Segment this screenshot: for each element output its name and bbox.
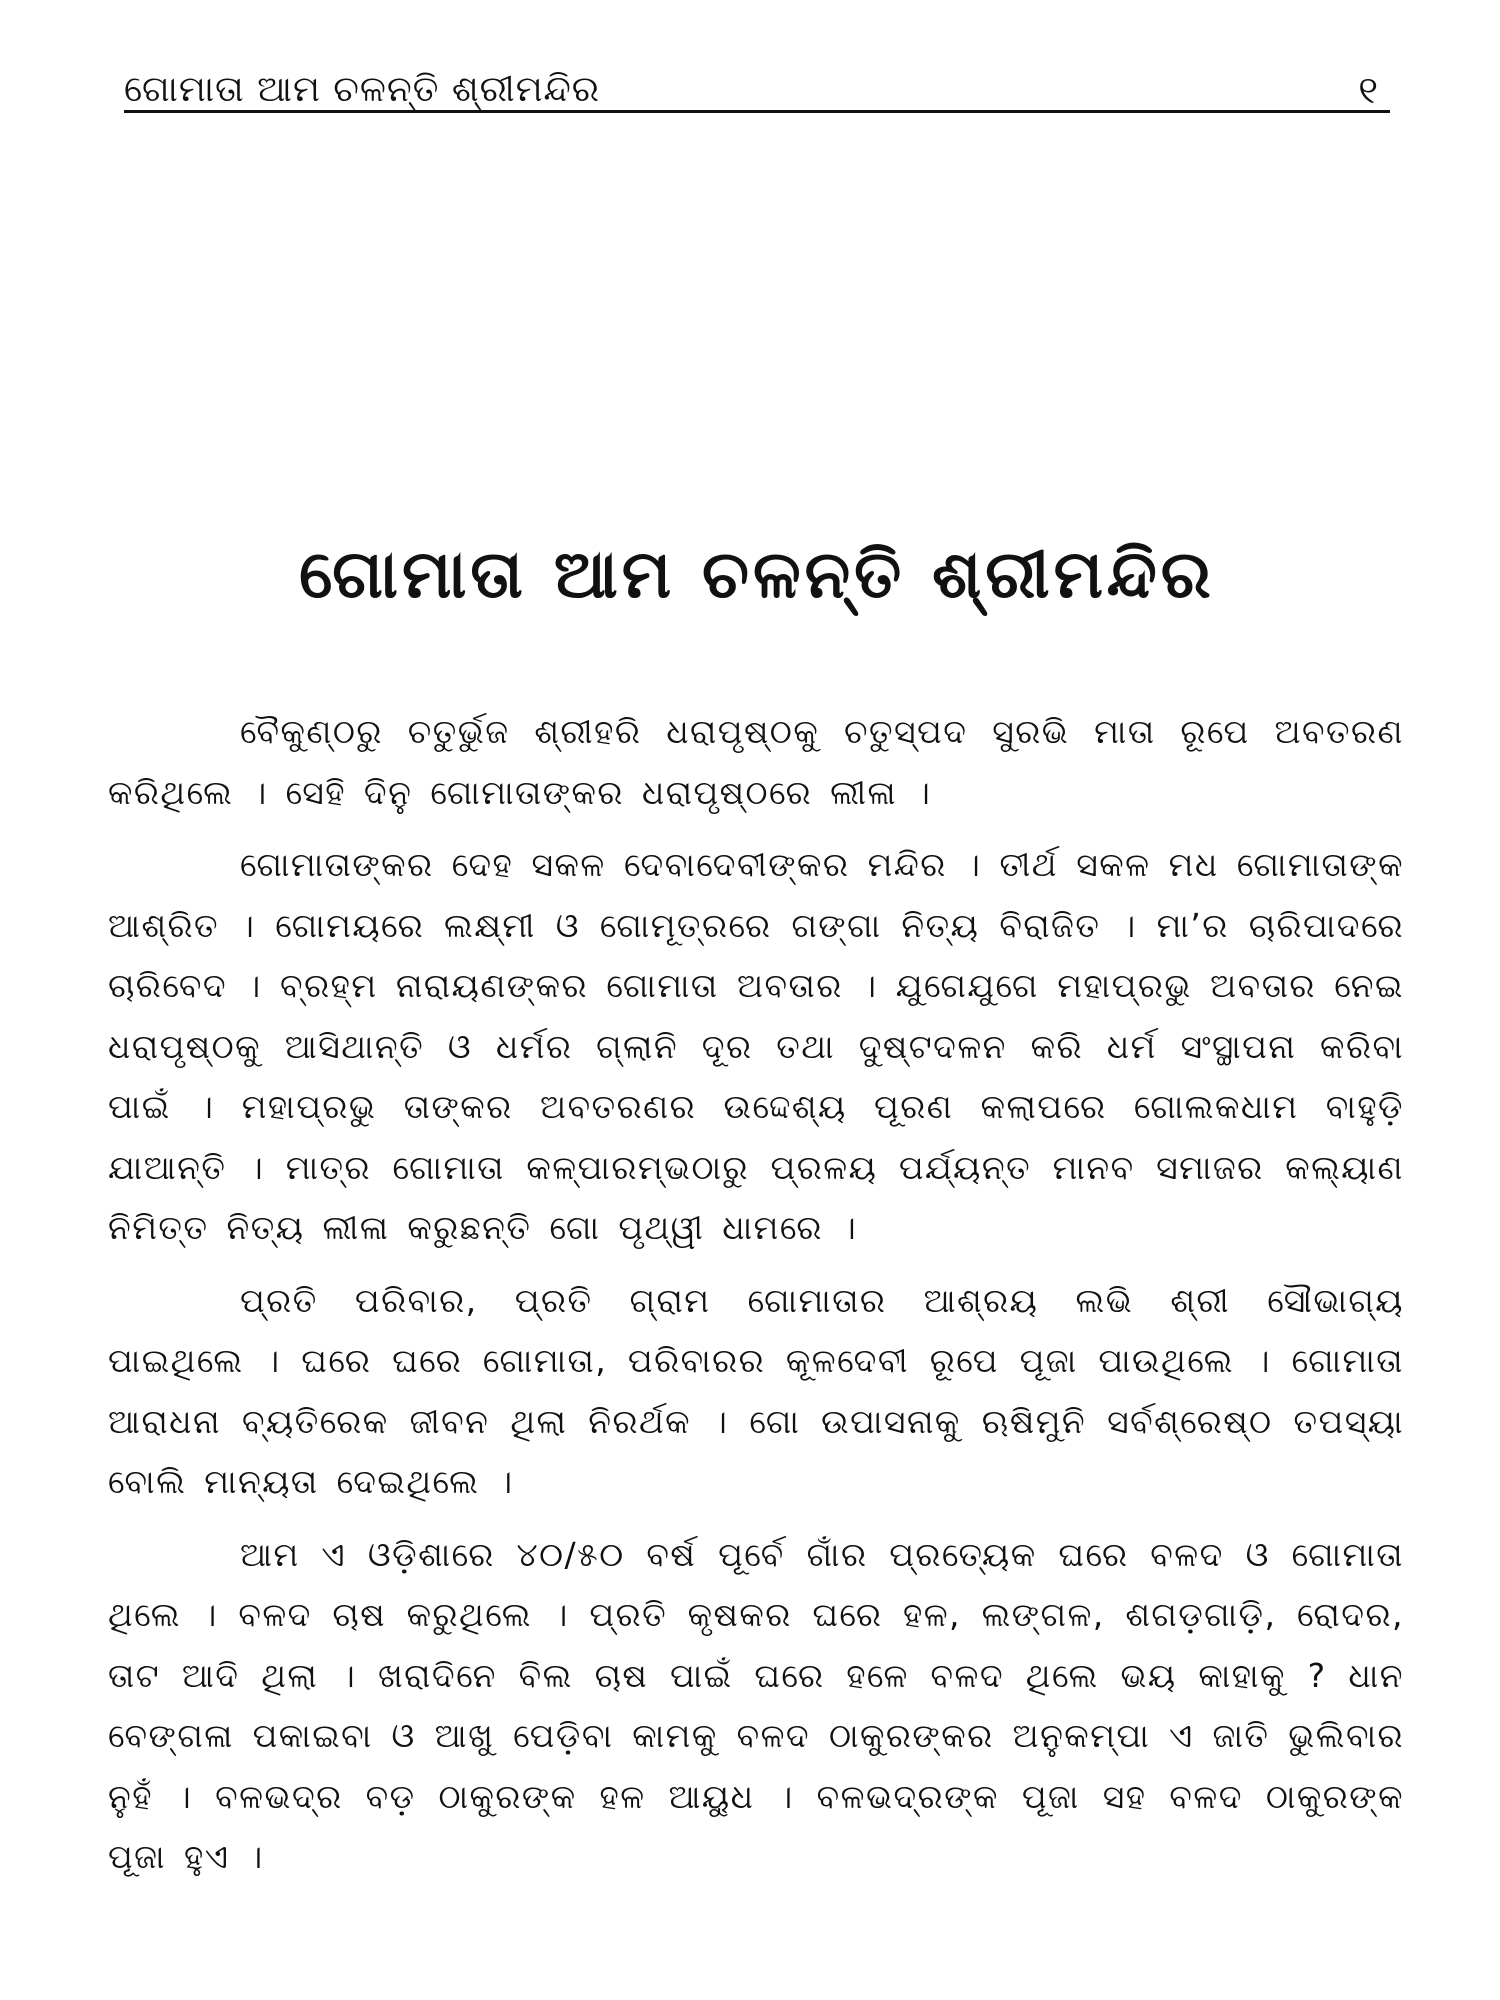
paragraph-2: ଗୋମାତାଙ୍କର ଦେହ ସକଳ ଦେବାଦେବୀଙ୍କର ମନ୍ଦିର । ତୀର୍ଥ ସକଳ ମଧ ଗୋମାତାଙ୍କ ଆଶ୍ରିତ । ଗୋମୟରେ ଲକ୍ଷ୍ମୀ ଓ ଗୋମୂତ୍ରରେ ଗଙ୍ଗା ନିତ୍ୟ ବିରାଜିତ । ମା’ର ଚାରିପାଦରେ ଚାରିବେଦ । ବ୍ରହ୍ମ ନାରାୟଣଙ୍କର ଗୋମାତା ଅବତାର । ଯୁଗେଯୁଗେ ମହାପ୍ରଭୁ ଅବତାର ନେଇ ଧରାପୃଷ୍ଠକୁ ଆସିଥାନ୍ତି ଓ ଧର୍ମର ଗ୍ଲାନି ଦୂର ତଥା ଦୁଷ୍ଟଦଳନ କରି ଧର୍ମ ସଂସ୍ଥାପନା କରିବା ପାଇଁ । ମହାପ୍ରଭୁ ତାଙ୍କର ଅବତରଣର ଉଦ୍ଦେଶ୍ୟ ପୂରଣ କଲାପରେ ଗୋଲକଧାମ ବାହୁଡ଼ି ଯାଆନ୍ତି । ମାତ୍ର ଗୋମାତା କଳ୍ପାରମ୍ଭଠାରୁ ପ୍ରଳୟ ପର୍ଯ୍ୟନ୍ତ ମାନବ ସମାଜର କଲ୍ୟାଣ ନିମିତ୍ତ ନିତ୍ୟ ଲୀଳା କରୁଛନ୍ତି ଗୋ ପୃଥ୍ୱୀ ଧାମରେ । [108, 845, 1404, 1247]
paragraph-4: ଆମ ଏ ଓଡ଼ିଶାରେ ୪୦/୫୦ ବର୍ଷ ପୂର୍ବେ ଗାଁର ପ୍ରତ୍ୟେକ ଘରେ ବଳଦ ଓ ଗୋମାତା ଥିଲେ । ବଳଦ ଚାଷ କରୁଥିଲେ । ପ୍ରତି କୃଷକର ଘରେ ହଳ, ଲଙ୍ଗଳ, ଶଗଡ଼ଗାଡ଼ି, ରୋଦର, ତାଟ ଆଦି ଥିଲା । ଖରାଦିନେ ବିଲ ଚାଷ ପାଇଁ ଘରେ ହଳେ ବଳଦ ଥିଲେ ଭୟ କାହାକୁ ? ଧାନ ବେଙ୍ଗଳା ପକାଇବା ଓ ଆଖୁ ପେଡ଼ିବା କାମକୁ ବଳଦ ଠାକୁରଙ୍କର ଅନୁକମ୍ପା ଏ ଜାତି ଭୁଲିବାର ନୁହଁ । ବଳଭଦ୍ର ବଡ଼ ଠାକୁରଙ୍କ ହଳ ଆୟୁଧ । ବଳଭଦ୍ରଙ୍କ ପୂଜା ସହ ବଳଦ ଠାକୁରଙ୍କ ପୂଜା ହୁଏ । [108, 1534, 1404, 1876]
page-number: ୧ [1358, 68, 1378, 112]
chapter-title: ଗୋମାତା ଆମ ଚଳନ୍ତି ଶ୍ରୀମନ୍ଦିର [299, 536, 1215, 613]
running-header [124, 58, 1390, 114]
paragraph-3: ପ୍ରତି ପରିବାର, ପ୍ରତି ଗ୍ରାମ ଗୋମାତାର ଆଶ୍ରୟ ଲଭି ଶ୍ରୀ ସୌଭାଗ୍ୟ ପାଇଥିଲେ । ଘରେ ଘରେ ଗୋମାତା, ପରିବାରର କୂଳଦେବୀ ରୂପେ ପୂଜା ପାଉଥିଲେ । ଗୋମାତା ଆରାଧନା ବ୍ୟତିରେକ ଜୀବନ ଥିଲା ନିରର୍ଥକ । ଗୋ ଉପାସନାକୁ ଋଷିମୁନି ସର୍ବଶ୍ରେଷ୍ଠ ତପସ୍ୟା ବୋଲି ମାନ୍ୟତା ଦେଇଥିଲେ । [108, 1280, 1404, 1501]
running-title: ଗୋମାତା ଆମ ଚଳନ୍ତି ଶ୍ରୀମନ୍ଦିର [124, 69, 601, 110]
body-text [108, 702, 1404, 1900]
paragraph-1: ବୈକୁଣ୍ଠରୁ ଚତୁର୍ଭୁଜ ଶ୍ରୀହରି ଧରାପୃଷ୍ଠକୁ ଚତୁସ୍ପଦ ସୁରଭି ମାତା ରୂପେ ଅବତରଣ କରିଥିଲେ । ସେହି ଦିନୁ ଗୋମାତାଙ୍କର ଧରାପୃଷ୍ଠରେ ଲୀଳା । [108, 712, 1404, 812]
header-rule [124, 110, 1390, 113]
